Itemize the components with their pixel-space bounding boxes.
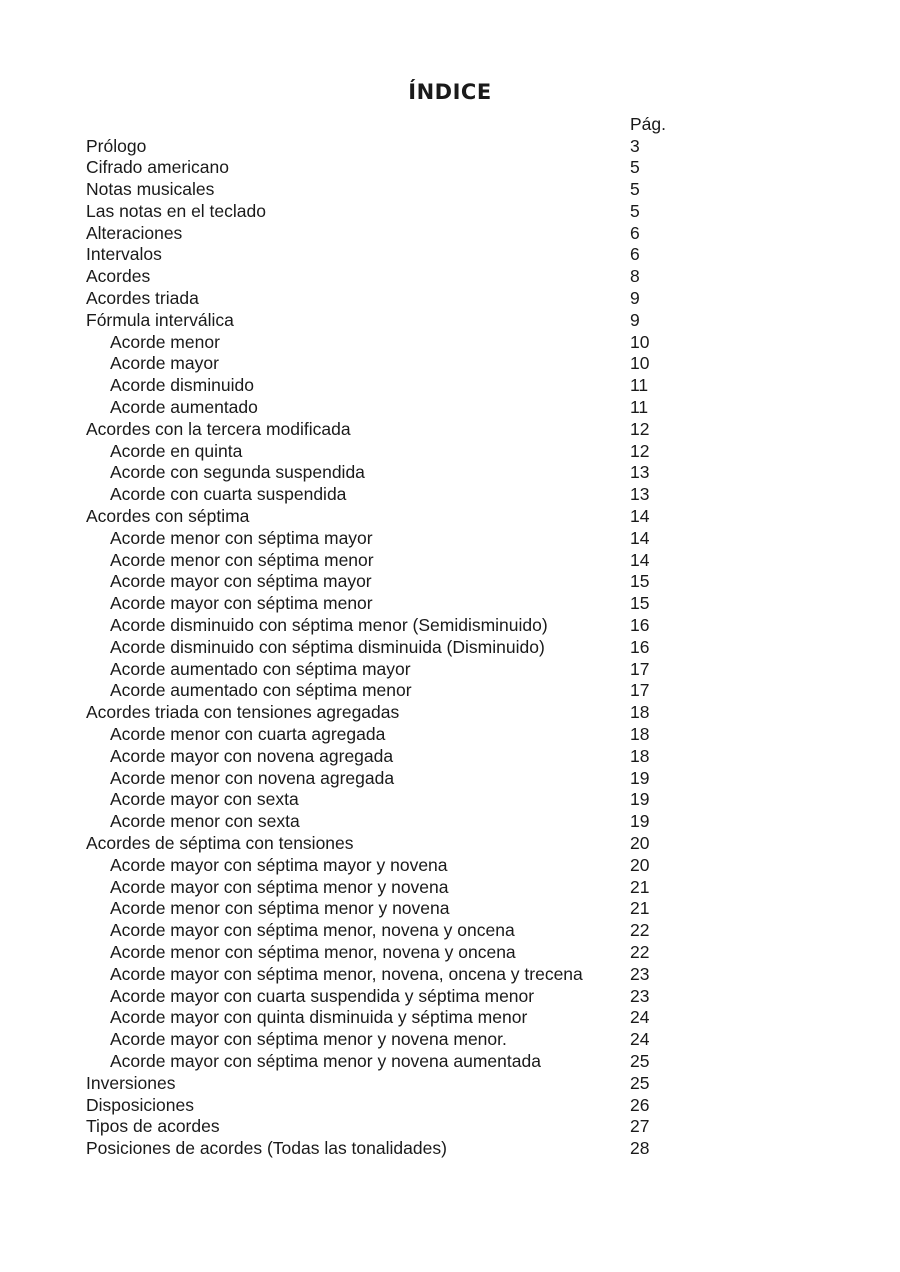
toc-entry-page: 15 [630,593,650,614]
toc-subentry [86,855,726,877]
toc-entry [86,833,726,855]
toc-entry [86,244,726,266]
toc-entry [86,702,726,724]
toc-entry-page: 20 [630,854,650,875]
toc-entry-page: 25 [630,1072,650,1093]
toc-entry [86,506,726,528]
toc-subentry [86,789,726,811]
toc-entry-page: 17 [630,680,650,701]
toc-entry-page: 25 [630,1050,650,1071]
toc-entry-page: 6 [630,222,640,243]
toc-subentry [86,397,726,419]
toc-entry-title: Acorde mayor [110,353,219,374]
toc-entry-title: Acorde menor con cuarta agregada [110,724,386,745]
toc-entry-page: 16 [630,636,650,657]
toc-entry [86,419,726,441]
toc-entry-title: Acorde aumentado con séptima mayor [110,658,411,679]
toc-entry-page: 19 [630,789,650,810]
toc-entry-title: Acordes [86,266,151,287]
toc-entry-title: Alteraciones [86,222,183,243]
toc-entry-title: Acorde menor con séptima menor, novena y oncena [110,941,516,962]
toc-entry-title: Acorde menor con sexta [110,811,300,832]
toc-entry-page: 23 [630,985,650,1006]
toc-entry-page: 18 [630,702,650,723]
toc-subentry [86,746,726,768]
toc-subentry [86,441,726,463]
toc-entry-page: 5 [630,157,640,178]
toc-subentry [86,375,726,397]
toc-entry [86,1095,726,1117]
toc-entry-page: 14 [630,527,650,548]
toc-entry-title: Acordes de séptima con tensiones [86,833,354,853]
toc-subentry [86,1029,726,1051]
toc-entry-page: 19 [630,811,650,832]
toc-entry-title: Acorde mayor con séptima mayor y novena [110,854,448,875]
toc-entry-page: 18 [630,745,650,766]
toc-entry-title: Acorde menor con novena agregada [110,767,395,788]
toc-entry-title: Acorde mayor con séptima mayor [110,571,372,592]
toc-entry-title: Acorde aumentado con séptima menor [110,680,412,701]
toc-entry-page: 11 [630,375,649,396]
toc-entry [86,1138,726,1160]
toc-entry-title: Cifrado americano [86,157,229,178]
page-column-header: Pág. [630,114,666,134]
page-title: ÍNDICE [408,80,492,104]
toc-entry-title: Posiciones de acordes (Todas las tonalidades) [86,1138,447,1159]
toc-subentry [86,964,726,986]
toc-subentry [86,1051,726,1073]
toc-entry-title: Intervalos [86,244,162,265]
toc-entry [86,266,726,288]
toc-entry-page: 9 [630,288,640,309]
toc-subentry [86,680,726,702]
toc-subentry [86,593,726,615]
toc-entry-page: 24 [630,1007,650,1028]
toc-entry-title: Acorde disminuido [110,375,254,396]
toc-subentry [86,811,726,833]
toc-entry-page: 12 [630,440,650,461]
toc-entry [86,136,726,158]
toc-entry-title: Acordes con la tercera modificada [86,418,351,439]
toc-subentry [86,877,726,899]
toc-entry-title: Acorde mayor con séptima menor y novena [110,876,449,897]
toc-entry-title: Acorde menor [110,331,220,352]
toc-entry-page: 9 [630,309,640,330]
toc-entry-title: Tipos de acordes [86,1116,220,1137]
toc-entry-page: 12 [630,418,650,439]
toc-entry-title: Disposiciones [86,1094,194,1115]
toc-entry-page: 3 [630,135,640,156]
toc-entry-page: 23 [630,963,650,984]
toc-entry [86,1116,726,1138]
toc-entry-page: 26 [630,1094,650,1115]
toc-entry [86,201,726,223]
toc-entry-title: Acorde mayor con séptima menor y novena aumentada [110,1050,541,1071]
toc-entry-page: 21 [630,898,650,919]
toc-entry-page: 14 [630,549,650,570]
toc-entry [86,288,726,310]
toc-entry-title: Acorde mayor con quinta disminuida y séptima menor [110,1007,528,1028]
toc-entry-title: Las notas en el teclado [86,200,266,221]
toc-entry-page: 14 [630,506,650,527]
toc-entry-page: 5 [630,179,640,200]
toc-entry-page: 5 [630,200,640,221]
toc-subentry [86,528,726,550]
toc-subentry [86,898,726,920]
toc-entry [86,310,726,332]
toc-subentry [86,920,726,942]
toc-entry-title: Acorde disminuido con séptima disminuida (Disminuido) [110,636,545,657]
toc-entry-title: Acorde con cuarta suspendida [110,484,347,505]
toc-entry [86,223,726,245]
toc-entry-page: 15 [630,571,650,592]
toc-entry [86,179,726,201]
toc-entry-page: 24 [630,1029,650,1050]
table-of-contents [86,136,726,1160]
toc-entry-title: Acordes triada con tensiones agregadas [86,702,400,723]
toc-entry-title: Acorde mayor con séptima menor, novena y oncena [110,920,515,941]
toc-entry-title: Acorde aumentado [110,397,258,418]
toc-entry-page: 22 [630,941,650,962]
toc-entry-page: 19 [630,767,650,788]
toc-subentry [86,550,726,572]
toc-entry-page: 20 [630,833,650,853]
toc-entry-title: Acorde menor con séptima mayor [110,527,373,548]
toc-entry-title: Inversiones [86,1072,176,1093]
toc-subentry [86,462,726,484]
toc-entry [86,1073,726,1095]
toc-subentry [86,724,726,746]
toc-entry-title: Acorde en quinta [110,440,243,461]
toc-entry-title: Acordes triada [86,288,199,309]
toc-entry-page: 17 [630,658,650,679]
toc-entry-title: Notas musicales [86,179,215,200]
toc-subentry [86,484,726,506]
toc-entry-page: 22 [630,920,650,941]
toc-entry-page: 6 [630,244,640,265]
toc-entry-title: Acorde mayor con cuarta suspendida y séptima menor [110,985,535,1006]
toc-entry-title: Acorde con segunda suspendida [110,462,365,483]
toc-entry-title: Fórmula interválica [86,309,234,330]
toc-entry-title: Acorde menor con séptima menor y novena [110,898,450,919]
toc-entry-page: 13 [630,484,650,505]
toc-subentry [86,659,726,681]
toc-entry-page: 8 [630,266,640,287]
toc-entry-title: Prólogo [86,135,147,156]
toc-subentry [86,942,726,964]
toc-subentry [86,986,726,1008]
toc-entry-title: Acorde mayor con séptima menor y novena menor. [110,1029,507,1050]
toc-entry-page: 28 [630,1138,650,1159]
toc-entry-page: 18 [630,724,650,745]
toc-entry-title: Acorde mayor con séptima menor [110,593,373,614]
toc-entry-page: 16 [630,615,650,636]
toc-entry-page: 11 [630,397,649,418]
toc-subentry [86,571,726,593]
toc-entry-page: 21 [630,876,650,897]
toc-subentry [86,637,726,659]
toc-entry-title: Acorde mayor con sexta [110,789,299,810]
toc-entry-page: 10 [630,331,650,352]
toc-entry-title: Acorde disminuido con séptima menor (Semidisminuido) [110,615,548,636]
toc-subentry [86,768,726,790]
toc-subentry [86,615,726,637]
toc-entry-title: Acorde menor con séptima menor [110,549,374,570]
toc-entry [86,157,726,179]
toc-entry-page: 13 [630,462,650,483]
toc-entry-page: 10 [630,353,650,374]
toc-entry-title: Acordes con séptima [86,506,250,527]
toc-entry-title: Acorde mayor con séptima menor, novena, oncena y trecena [110,963,583,984]
toc-subentry [86,332,726,354]
toc-subentry [86,353,726,375]
toc-entry-title: Acorde mayor con novena agregada [110,745,394,766]
toc-entry-page: 27 [630,1116,650,1137]
toc-subentry [86,1007,726,1029]
